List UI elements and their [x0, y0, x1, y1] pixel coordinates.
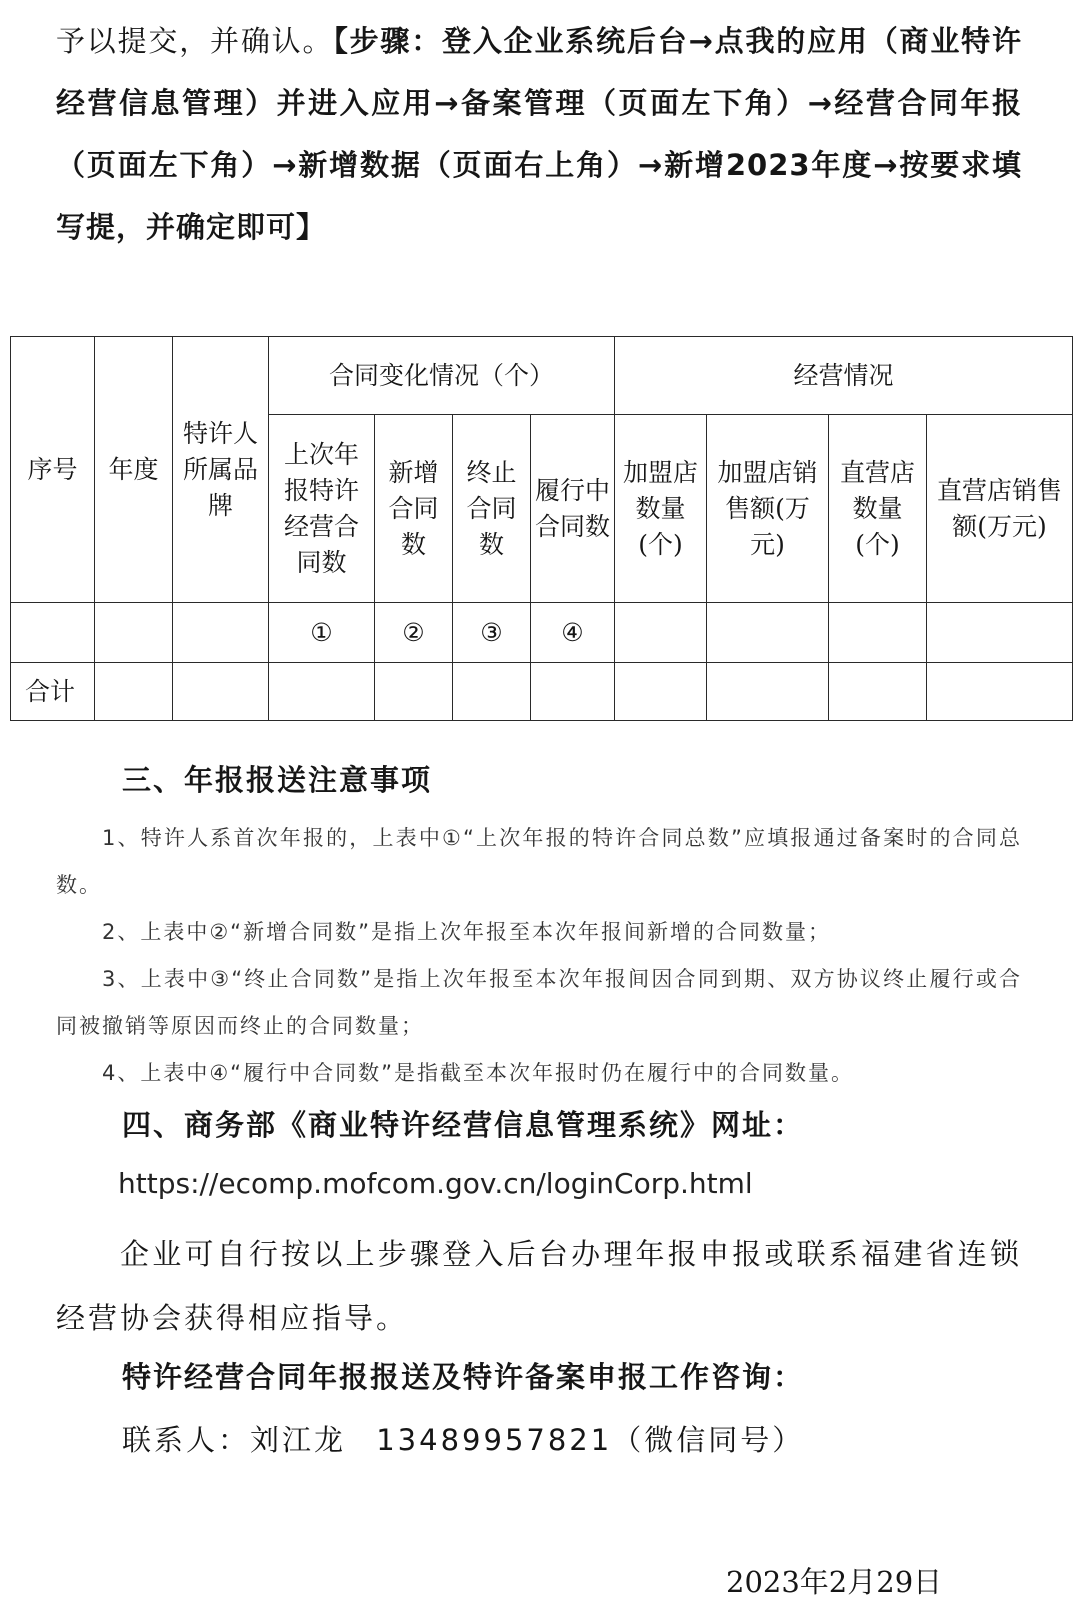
note-item: 3、上表中③“终止合同数”是指上次年报至本次年报间因合同到期、双方协议终止履行或合同被撤销等原因而终止的合同数量； [56, 967, 1022, 1038]
table-cell [927, 663, 1073, 721]
table-cell [531, 663, 615, 721]
header-franchise-sales: 加盟店销售额(万元) [707, 415, 829, 603]
note-item: 1、特许人系首次年报的，上表中①“上次年报的特许合同总数”应填报通过备案时的合同总数。 [56, 826, 1022, 897]
contact-person: 联系人：刘江龙 [122, 1423, 347, 1457]
note-item: 2、上表中②“新增合同数”是指上次年报至本次年报间新增的合同数量； [102, 920, 831, 944]
marker-1: ① [269, 603, 375, 663]
consultation-heading: 特许经营合同年报报送及特许备案申报工作咨询： [122, 1360, 805, 1394]
table-cell [927, 603, 1073, 663]
marker-3: ③ [453, 603, 531, 663]
note-item: 4、上表中④“履行中合同数”是指截至本次年报时仍在履行中的合同数量。 [102, 1061, 854, 1085]
header-operation-group: 经营情况 [615, 337, 1073, 415]
total-row [11, 663, 1073, 721]
section-3-heading: 三、年报报送注意事项 [122, 763, 433, 797]
intro-steps: 【步骤：登入企业系统后台→点我的应用（商业特许经营信息管理）并进入应用→备案管理（页面左下角）→经营合同年报（页面左下角）→新增数据（页面右上角）→新增2023年度→按要求填写提，并确定即可】 [56, 24, 1022, 244]
header-last-contracts: 上次年报特许经营合同数 [269, 415, 375, 603]
table-cell [707, 603, 829, 663]
guidance-paragraph [56, 1222, 1022, 1350]
table-cell [707, 663, 829, 721]
document-date: 2023年2月29日 [726, 1565, 943, 1599]
table-cell [11, 603, 95, 663]
table-cell [375, 663, 453, 721]
header-franchise-store-count: 加盟店数量(个) [615, 415, 707, 603]
guidance-text: 企业可自行按以上步骤登入后台办理年报申报或联系福建省连锁经营协会获得相应指导。 [56, 1237, 1022, 1335]
table-cell [269, 663, 375, 721]
header-new-contracts: 新增合同数 [375, 415, 453, 603]
table-cell [829, 603, 927, 663]
annual-report-table [10, 336, 1073, 721]
table-cell [173, 603, 269, 663]
marker-2: ② [375, 603, 453, 663]
system-url-link[interactable]: https://ecomp.mofcom.gov.cn/loginCorp.html [118, 1167, 753, 1200]
header-direct-store-count: 直营店数量(个) [829, 415, 927, 603]
section-4-heading: 四、商务部《商业特许经营信息管理系统》网址： [122, 1108, 805, 1142]
notes-list [56, 815, 1022, 1097]
total-label: 合计 [11, 663, 95, 721]
header-active-contracts: 履行中合同数 [531, 415, 615, 603]
table-row [11, 603, 1073, 663]
contact-phone: 13489957821（微信同号） [376, 1423, 805, 1457]
table-cell [615, 603, 707, 663]
header-terminated-contracts: 终止合同数 [453, 415, 531, 603]
header-seq: 序号 [11, 337, 95, 603]
header-direct-sales: 直营店销售额(万元) [927, 415, 1073, 603]
intro-lead: 予以提交，并确认。 [56, 24, 334, 58]
table-cell [95, 603, 173, 663]
contact-line [122, 1418, 822, 1459]
table-cell [173, 663, 269, 721]
marker-4: ④ [531, 603, 615, 663]
header-contract-group: 合同变化情况（个） [269, 337, 615, 415]
table-cell [453, 663, 531, 721]
header-year: 年度 [95, 337, 173, 603]
table-cell [829, 663, 927, 721]
table-cell [615, 663, 707, 721]
header-brand: 特许人所属品牌 [173, 337, 269, 603]
intro-paragraph [56, 10, 1022, 258]
table-cell [95, 663, 173, 721]
